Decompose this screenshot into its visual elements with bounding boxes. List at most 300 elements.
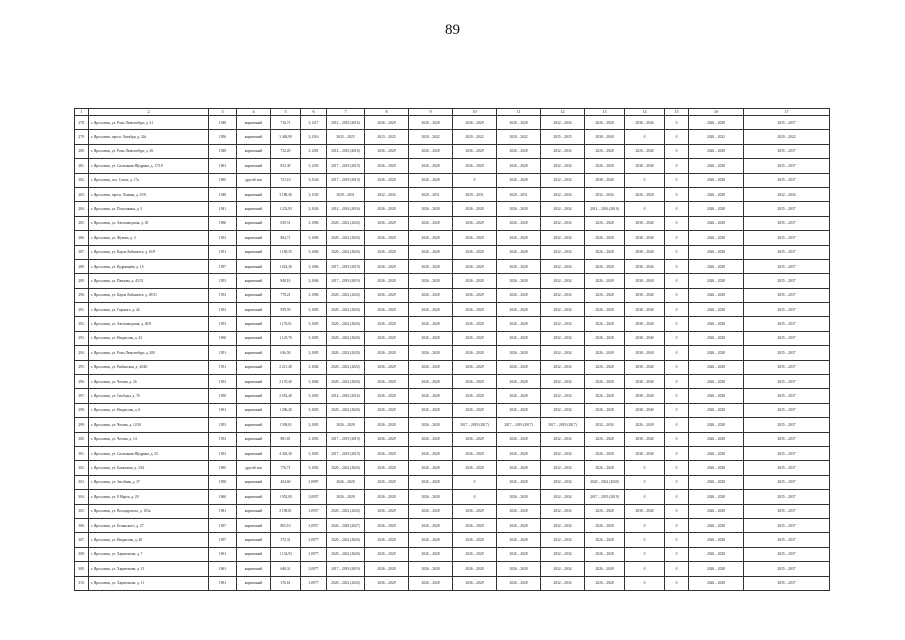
table-cell: 2026 – 2028 — [497, 490, 541, 504]
address-cell: г. Ярославль, ул. Чехова, д. 14 — [89, 432, 209, 446]
table-cell: 0 — [453, 173, 497, 187]
table-cell: 2032 – 2034 — [541, 331, 585, 345]
table-cell: 2026 – 2028 — [365, 504, 409, 518]
table-cell: 2032 – 2034 — [541, 461, 585, 475]
table-cell: 2035 – 2037 — [744, 518, 830, 532]
table-cell: 2026 – 2028 — [365, 159, 409, 173]
table-cell: 2026 – 2028 — [585, 533, 625, 547]
table-cell: 0 — [665, 231, 689, 245]
table-cell: 1960 — [209, 216, 237, 230]
address-cell: г. Ярославль, ул. Кудрявцева, д. 16 — [89, 259, 209, 273]
table-cell: 2029 – 2031 — [497, 187, 541, 201]
address-cell: г. Ярославль, ул. Павлова, д. 43/31 — [89, 274, 209, 288]
table-row — [75, 331, 830, 345]
table-cell: 2026 – 2028 — [585, 231, 625, 245]
table-cell: 1961 — [209, 547, 237, 561]
table-cell: 2038 – 2040 — [625, 216, 665, 230]
table-cell: 2032 – 2034 — [585, 418, 625, 432]
table-cell: 2032 – 2034 — [541, 432, 585, 446]
table-cell: 2026 – 2028 — [585, 116, 625, 130]
table-cell: 881,81 — [271, 432, 301, 446]
table-cell: 2026 – 2028 — [453, 432, 497, 446]
address-cell: г. Ярославль, ул. Чехова, д. 26 — [89, 375, 209, 389]
table-cell: 2026 – 2028 — [689, 389, 744, 403]
table-cell: 2020 – 2022 (2020) — [327, 375, 365, 389]
table-cell: 0 — [665, 144, 689, 158]
table-cell: 0 — [665, 418, 689, 432]
table-cell: кирпичный — [237, 375, 271, 389]
table-cell: 2026 – 2028 — [453, 461, 497, 475]
table-cell: 2035 – 2037 — [744, 116, 830, 130]
table-cell: 2014 – 2016 (2016) — [327, 389, 365, 403]
table-cell: 305. — [75, 504, 89, 518]
table-cell: 2026 – 2028 — [689, 446, 744, 460]
table-cell: 1961 — [209, 576, 237, 590]
table-cell: 3,1250 — [301, 159, 327, 173]
table-cell: 2026 – 2028 — [497, 202, 541, 216]
table-cell: 2026 – 2028 — [625, 418, 665, 432]
column-header: 15 — [665, 109, 689, 116]
table-cell: 2038 – 2040 — [625, 432, 665, 446]
table-cell: 2026 – 2028 — [409, 490, 453, 504]
table-cell: 2020 – 2022 — [453, 130, 497, 144]
table-cell: 3,1003 — [301, 418, 327, 432]
address-cell: г. Ярославль, ул. Некрасова, д. 48 — [89, 533, 209, 547]
table-cell: 2026 – 2028 — [497, 547, 541, 561]
table-cell: 2020 – 2022 (2020) — [327, 533, 365, 547]
table-cell: 0 — [665, 403, 689, 417]
table-cell: кирпичный — [237, 432, 271, 446]
table-cell: 0 — [665, 331, 689, 345]
table-cell: 2035 – 2037 — [744, 446, 830, 460]
table-cell: 1948 — [209, 144, 237, 158]
table-cell: 3,1006 — [301, 231, 327, 245]
table-row — [75, 173, 830, 187]
table-cell: 2026 – 2028 — [689, 288, 744, 302]
column-header: 8 — [365, 109, 409, 116]
table-cell: 2020 – 2022 (2020) — [327, 547, 365, 561]
table-cell: кирпичный — [237, 231, 271, 245]
table-cell: 2026 – 2028 — [585, 317, 625, 331]
table-cell: 1965 — [209, 461, 237, 475]
table-cell: 2026 – 2028 — [689, 202, 744, 216]
table-cell: 2026 – 2028 — [409, 144, 453, 158]
table-cell: 3,1004 — [301, 360, 327, 374]
table-cell: 2032 – 2034 — [541, 216, 585, 230]
table-cell: 3,1316 — [301, 130, 327, 144]
table-cell: 1951 — [209, 346, 237, 360]
table-cell: 2026 – 2028 — [409, 533, 453, 547]
table-cell: 2026 – 2028 — [585, 144, 625, 158]
table-cell: 289. — [75, 274, 89, 288]
table-cell: 2026 – 2028 — [327, 475, 365, 489]
table-cell: 2026 – 2028 — [409, 173, 453, 187]
table-cell: 3,0997 — [301, 475, 327, 489]
table-cell: 2026 – 2028 — [497, 576, 541, 590]
table-cell: 2026 – 2028 — [365, 446, 409, 460]
table-cell: 2026 – 2028 — [689, 403, 744, 417]
table-cell: 2038 – 2040 — [625, 303, 665, 317]
table-cell: 2026 – 2028 — [409, 475, 453, 489]
table-cell: 2026 – 2028 — [497, 518, 541, 532]
table-cell: 2 052,40 — [271, 389, 301, 403]
table-cell: 2038 – 2040 — [585, 173, 625, 187]
table-cell: 2026 – 2028 — [453, 389, 497, 403]
table-cell: 0 — [665, 533, 689, 547]
table-cell: 2026 – 2028 — [497, 504, 541, 518]
table-cell: 2038 – 2040 — [625, 504, 665, 518]
table-cell: 0 — [665, 461, 689, 475]
table-cell: 0 — [625, 202, 665, 216]
table-cell: 2026 – 2028 — [497, 274, 541, 288]
table-cell: 0 — [625, 533, 665, 547]
table-cell: 2026 – 2028 — [409, 562, 453, 576]
table-cell: 2026 – 2028 — [585, 403, 625, 417]
table-cell: 2017 – 2019 (2019) — [327, 432, 365, 446]
table-cell: 2035 – 2037 — [744, 216, 830, 230]
table-cell: 2026 – 2028 — [497, 288, 541, 302]
table-cell: 2014 – 2016 (2016) — [585, 202, 625, 216]
table-cell: 286. — [75, 231, 89, 245]
table-cell: 297. — [75, 389, 89, 403]
table-cell: 3,0977 — [301, 562, 327, 576]
address-cell: г. Ярославль, ул. Засобная, д. 37 — [89, 475, 209, 489]
table-cell: 2035 – 2037 — [744, 317, 830, 331]
table-cell: кирпичный — [237, 418, 271, 432]
table-cell: 2026 – 2028 — [365, 461, 409, 475]
table-cell: 1953 — [209, 432, 237, 446]
table-cell: 0 — [665, 159, 689, 173]
table-cell: 2026 – 2028 — [453, 303, 497, 317]
table-cell: 2026 – 2028 — [453, 245, 497, 259]
table-cell: 2017 – 2019 (2019) — [327, 173, 365, 187]
table-cell: 2026 – 2028 — [409, 375, 453, 389]
table-cell: кирпичный — [237, 259, 271, 273]
table-cell: 2038 – 2040 — [625, 288, 665, 302]
table-cell: 2035 – 2037 — [744, 231, 830, 245]
table-cell: 2026 – 2028 — [453, 331, 497, 345]
table-cell: кирпичный — [237, 303, 271, 317]
address-cell: г. Ярославль, ул. Харитонова, д. 13 — [89, 562, 209, 576]
table-cell: 2026 – 2028 — [689, 216, 744, 230]
table-row — [75, 259, 830, 273]
table-cell: 2026 – 2028 — [585, 446, 625, 460]
table-cell: 2026 – 2028 — [689, 274, 744, 288]
table-cell: 2026 – 2028 — [453, 216, 497, 230]
table-cell: 0 — [453, 475, 497, 489]
page-number: 89 — [445, 22, 460, 38]
address-cell: г. Ярославль, ул. Харитонова, д. 11 — [89, 576, 209, 590]
table-cell: 1961 — [209, 403, 237, 417]
column-header: 13 — [585, 109, 625, 116]
table-cell: 2026 – 2028 — [585, 389, 625, 403]
table-cell: 2029 – 2031 — [409, 187, 453, 201]
table-cell: 2026 – 2028 — [409, 116, 453, 130]
table-cell: 2026 – 2028 — [365, 562, 409, 576]
table-cell: 3,0977 — [301, 547, 327, 561]
table-cell: 2026 – 2028 — [365, 576, 409, 590]
table-cell: 2017 – 2019 (2019) — [585, 490, 625, 504]
table-cell: 2032 – 2034 — [541, 173, 585, 187]
table-cell: 2026 – 2028 — [585, 562, 625, 576]
table-cell: 3,1002 — [301, 461, 327, 475]
column-header: 16 — [689, 109, 744, 116]
table-cell: 2026 – 2028 — [497, 360, 541, 374]
table-cell: 2026 – 2028 — [409, 259, 453, 273]
table-cell: 2026 – 2028 — [365, 518, 409, 532]
table-cell: 2026 – 2028 — [689, 475, 744, 489]
table-cell: 2026 – 2028 — [585, 576, 625, 590]
table-cell: 1 509,01 — [271, 418, 301, 432]
table-cell: 2035 – 2037 — [744, 360, 830, 374]
table-cell: 2026 – 2028 — [453, 259, 497, 273]
table-cell: 1981 — [209, 504, 237, 518]
table-cell: 2026 – 2028 — [453, 231, 497, 245]
table-cell: 279. — [75, 130, 89, 144]
table-cell: 0 — [665, 432, 689, 446]
table-cell: 2026 – 2028 — [689, 144, 744, 158]
table-row — [75, 461, 830, 475]
table-cell: 0 — [665, 173, 689, 187]
table-cell: 2026 – 2028 — [365, 216, 409, 230]
table-row — [75, 116, 830, 130]
table-cell: 2017 – 2019 (2019) — [327, 562, 365, 576]
table-cell: 2026 – 2028 — [497, 403, 541, 417]
address-cell: г. Ярославль, ул. Салтыкова-Щедрина, д. 17/18 — [89, 159, 209, 173]
table-cell: 2026 – 2028 — [409, 418, 453, 432]
table-cell: 1 176,01 — [271, 317, 301, 331]
table-cell: 2038 – 2040 — [625, 446, 665, 460]
table-cell: 2014 – 2016 (2016) — [327, 202, 365, 216]
table-cell: 2026 – 2028 — [689, 303, 744, 317]
table-cell: 1953 — [209, 375, 237, 389]
table-cell: 2032 – 2034 — [541, 303, 585, 317]
table-cell: 1950 — [209, 389, 237, 403]
table-cell: 283. — [75, 187, 89, 201]
table-cell: 2026 – 2028 — [585, 375, 625, 389]
table-cell: кирпичный — [237, 504, 271, 518]
table-cell: 0 — [665, 446, 689, 460]
table-cell: 959,59 — [271, 303, 301, 317]
table-cell: 812,30 — [271, 159, 301, 173]
table-cell: 732,20 — [271, 144, 301, 158]
table-cell: 2026 – 2028 — [409, 461, 453, 475]
table-cell: 296. — [75, 375, 89, 389]
table-cell: 2038 – 2040 — [585, 130, 625, 144]
table-cell: 306. — [75, 518, 89, 532]
table-cell: 2035 – 2037 — [744, 562, 830, 576]
table-row — [75, 547, 830, 561]
table-cell: 2026 – 2028 — [409, 202, 453, 216]
table-cell: 3,1003 — [301, 446, 327, 460]
table-cell: 2026 – 2028 — [453, 533, 497, 547]
table-cell: 2026 – 2028 — [585, 331, 625, 345]
table-row — [75, 432, 830, 446]
column-header: 3 — [209, 109, 237, 116]
address-cell: г. Ярославль, ул. Полушкина, д. 5 — [89, 202, 209, 216]
table-cell: 3,1006 — [301, 288, 327, 302]
table-cell: 2020 – 2022 (2020) — [327, 288, 365, 302]
table-cell: 1941 — [209, 202, 237, 216]
table-cell: 1 134,93 — [271, 547, 301, 561]
table-cell: 2026 – 2028 — [365, 144, 409, 158]
table-cell: 1965 — [209, 173, 237, 187]
table-cell: 3,1006 — [301, 274, 327, 288]
table-cell: 2026 – 2028 — [409, 245, 453, 259]
table-cell: 298. — [75, 403, 89, 417]
table-cell: 0 — [625, 475, 665, 489]
table-cell: 2026 – 2028 — [585, 159, 625, 173]
table-cell: 2026 – 2028 — [365, 346, 409, 360]
table-cell: 2026 – 2028 — [689, 346, 744, 360]
table-cell: 2026 – 2028 — [409, 576, 453, 590]
table-cell: 2026 – 2028 — [453, 159, 497, 173]
table-cell: 0 — [665, 317, 689, 331]
table-row — [75, 533, 830, 547]
table-cell: 1951 — [209, 360, 237, 374]
table-row — [75, 144, 830, 158]
table-cell: кирпичный — [237, 547, 271, 561]
table-cell: 0 — [453, 490, 497, 504]
table-cell: 2026 – 2028 — [689, 116, 744, 130]
table-cell: 2017 – 2019 (2017) — [497, 418, 541, 432]
column-header: 4 — [237, 109, 271, 116]
table-cell: 0 — [665, 375, 689, 389]
table-cell: 3,0957 — [301, 518, 327, 532]
table-cell: 0 — [625, 562, 665, 576]
table-cell: 2026 – 2028 — [365, 375, 409, 389]
table-cell: 2032 – 2034 — [541, 576, 585, 590]
table-cell: 0 — [665, 202, 689, 216]
table-cell: 778,21 — [271, 288, 301, 302]
table-cell: 2032 – 2034 — [541, 187, 585, 201]
table-cell: 2020 – 2022 — [497, 130, 541, 144]
table-cell: 2032 – 2034 — [541, 533, 585, 547]
table-cell: 2026 – 2028 — [689, 375, 744, 389]
table-cell: 2020 – 2022 (2020) — [327, 317, 365, 331]
table-cell: 0 — [665, 475, 689, 489]
table-cell: 2026 – 2028 — [585, 346, 625, 360]
table-cell: 2026 – 2028 — [365, 303, 409, 317]
table-cell: 2032 – 2034 — [541, 245, 585, 259]
column-header: 10 — [453, 109, 497, 116]
table-cell: 2032 – 2034 — [541, 547, 585, 561]
table-cell: 2020 – 2022 — [689, 130, 744, 144]
table-cell: 2026 – 2028 — [689, 259, 744, 273]
table-cell: 2029 – 2031 — [327, 187, 365, 201]
table-cell: 2014 – 2016 (2016) — [327, 144, 365, 158]
table-cell: 1957 — [209, 259, 237, 273]
address-cell: г. Ярославль, ул. Рыбинская, д. 43/40 — [89, 360, 209, 374]
table-cell: 309. — [75, 562, 89, 576]
table-cell: 2020 – 2022 (2020) — [327, 245, 365, 259]
table-cell: 292. — [75, 317, 89, 331]
table-cell: 2026 – 2028 — [453, 504, 497, 518]
table-cell: 2026 – 2028 — [689, 360, 744, 374]
table-cell: 2032 – 2034 — [541, 360, 585, 374]
table-row — [75, 159, 830, 173]
table-cell: кирпичный — [237, 562, 271, 576]
table-cell: 2012 – 2016 (2016) — [327, 116, 365, 130]
table-cell: 282. — [75, 173, 89, 187]
table-cell: 2026 – 2028 — [585, 274, 625, 288]
column-header: 17 — [744, 109, 830, 116]
table-cell: 2026 – 2028 — [409, 231, 453, 245]
table-row — [75, 576, 830, 590]
table-cell: 3,1004 — [301, 375, 327, 389]
table-cell: 848,10 — [271, 274, 301, 288]
table-cell: 2026 – 2028 — [365, 389, 409, 403]
table-cell: 2032 – 2034 — [541, 202, 585, 216]
table-cell: кирпичный — [237, 116, 271, 130]
table-cell: кирпичный — [237, 245, 271, 259]
table-cell: 0 — [665, 518, 689, 532]
table-cell: 2026 – 2028 — [453, 547, 497, 561]
column-header: 2 — [89, 109, 209, 116]
column-header: 5 — [271, 109, 301, 116]
table-cell: 2020 – 2022 (2020) — [327, 504, 365, 518]
table-cell: 2 170,40 — [271, 375, 301, 389]
table-cell: 2026 – 2028 — [585, 504, 625, 518]
table-cell: 2038 – 2040 — [625, 346, 665, 360]
table-cell: кирпичный — [237, 475, 271, 489]
header-row — [75, 109, 830, 116]
table-cell: 304. — [75, 490, 89, 504]
table-cell: 2038 – 2040 — [625, 403, 665, 417]
table-cell: кирпичный — [237, 288, 271, 302]
table-cell: 2026 – 2028 — [689, 231, 744, 245]
table-cell: 2035 – 2037 — [744, 331, 830, 345]
table-cell: 1953 — [209, 231, 237, 245]
table-cell: 2026 – 2028 — [497, 317, 541, 331]
table-cell: 2026 – 2028 — [689, 187, 744, 201]
table-cell: 0 — [665, 504, 689, 518]
table-cell: 2026 – 2028 — [365, 547, 409, 561]
table-cell: 280. — [75, 144, 89, 158]
table-cell: кирпичный — [237, 130, 271, 144]
table-cell: 2026 – 2028 — [585, 461, 625, 475]
address-cell: г. Ярославль, ул. Автозаводская, д. 45 — [89, 216, 209, 230]
table-cell: 2026 – 2028 — [453, 562, 497, 576]
table-cell: 2026 – 2028 — [409, 389, 453, 403]
table-cell: 0 — [665, 245, 689, 259]
table-cell: 2032 – 2034 — [541, 403, 585, 417]
table-cell: 2026 – 2028 — [365, 490, 409, 504]
table-cell: 1948 — [209, 116, 237, 130]
table-cell: 2026 – 2028 — [585, 216, 625, 230]
table-cell: 287. — [75, 245, 89, 259]
table-row — [75, 303, 830, 317]
table-cell: 2026 – 2028 — [409, 446, 453, 460]
table-row — [75, 245, 830, 259]
table-cell: 2026 – 2028 — [365, 418, 409, 432]
table-cell: 2026 – 2028 — [497, 461, 541, 475]
table-cell: 0 — [665, 360, 689, 374]
table-cell: 1960 — [209, 490, 237, 504]
table-cell: 2026 – 2028 — [409, 360, 453, 374]
table-cell: 2026 – 2028 — [409, 216, 453, 230]
table-cell: кирпичный — [237, 202, 271, 216]
address-cell: г. Ярославль, ул. Автозаводская, д. 49/9 — [89, 317, 209, 331]
table-cell: 2026 – 2028 — [497, 375, 541, 389]
table-cell: 2038 – 2040 — [625, 245, 665, 259]
table-cell: 2026 – 2028 — [365, 202, 409, 216]
table-cell: кирпичный — [237, 346, 271, 360]
address-cell: г. Ярославль, ул. 8 Марта, д. 20 — [89, 490, 209, 504]
table-cell: 0 — [625, 576, 665, 590]
table-cell: 2026 – 2028 — [689, 490, 744, 504]
address-cell: г. Ярославль, ул. Некрасова, д. 43 — [89, 331, 209, 345]
